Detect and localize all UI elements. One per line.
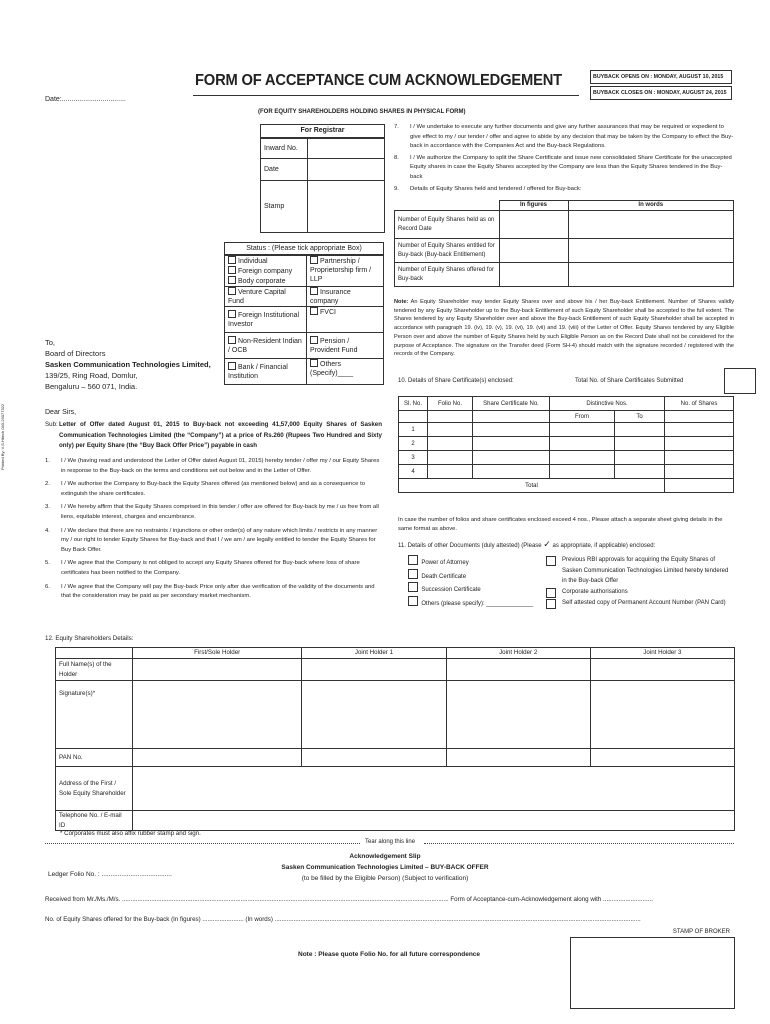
subject-label: Sub: bbox=[45, 421, 58, 428]
shares-row-label: Number of Equity Shares entitled for Buy-back (Buy-back Entitlement) bbox=[395, 239, 500, 263]
broker-stamp-box[interactable] bbox=[570, 937, 735, 1009]
checkbox-icon bbox=[546, 599, 556, 609]
salutation: Dear Sirs, bbox=[45, 409, 77, 416]
cert-total-label: Total No. of Share Certificates Submitted bbox=[575, 378, 684, 384]
status-pension[interactable]: Pension / Provident Fund bbox=[310, 338, 358, 354]
cert-col-certno: Share Certificate No. bbox=[473, 397, 550, 411]
checkbox-icon bbox=[546, 556, 556, 566]
addressee-line1: Board of Directors bbox=[45, 349, 106, 358]
clauses-left bbox=[45, 437, 382, 602]
status-others[interactable]: Others (Specify)____ bbox=[310, 361, 354, 377]
shares-figures-field[interactable] bbox=[499, 239, 568, 263]
clause-item: 2. I / We authorise the Company to Buy-back the Equity Shares offered (as mentioned below) and as a consequence to extinguish the share certificates. bbox=[45, 481, 365, 497]
shares-col-figures: In figures bbox=[499, 201, 568, 211]
cert-row-num: 2 bbox=[399, 437, 428, 451]
addressee-company: Sasken Communication Technologies Limited, bbox=[45, 360, 211, 369]
holder-cell[interactable] bbox=[590, 659, 734, 681]
slip-fill-note: (to be filled by the Eligible Person) (Subject to verification) bbox=[301, 875, 469, 882]
form-subtitle: (FOR EQUITY SHAREHOLDERS HOLDING SHARES IN PHYSICAL FORM) bbox=[258, 109, 466, 115]
holders-row-label: Address of the First / Sole Equity Shareholder bbox=[56, 767, 133, 811]
holders-table bbox=[55, 647, 735, 831]
checkmark-icon: ✓ bbox=[543, 539, 551, 549]
doc-poa[interactable]: Power of Attorney bbox=[408, 555, 548, 569]
checkbox-icon bbox=[310, 359, 318, 367]
cert-total-field[interactable] bbox=[665, 479, 734, 493]
cert-label: 10. Details of Share Certificate(s) enclosed: bbox=[398, 378, 514, 384]
shares-figures-field[interactable] bbox=[499, 211, 568, 239]
shares-col-words: In words bbox=[568, 201, 734, 211]
buyback-opens-badge: BUYBACK OPENS ON : MONDAY, AUGUST 10, 2015 bbox=[590, 70, 732, 84]
checkbox-icon bbox=[228, 266, 236, 274]
cert-cell[interactable] bbox=[615, 437, 665, 451]
slip-title: Acknowledgement Slip bbox=[349, 853, 421, 860]
clause-item: 3. I / We hereby affirm that the Equity Shares comprised in this tender / offer are offered for Buy-back by me / us free from all liens, equitable interest, charges and encumbrance. bbox=[45, 504, 379, 520]
note-text: An Equity Shareholder may tender Equity Shares over and above his / her Buy-back Entitlement. Number of Shares validly tendered by any Equity Shareholder up to the Buy-back Entitlement of such Equity Shareholder shall be accepted to the full extent. The Shares tendered by any Equity Shareholder over and above the Buy-back Entitlement of such Equity Shareholder shall be accepted in accordance with paragraph 19. (iv), 19. (v), 19. (vi), 19. (vii) and 19. (viii) of the Letter of Offer. Equity Shares tendered by any Eligible Person over and above the number of Equity Shares held by such Eligible Person as on the Record Date shall not be considered for the purpose of Acceptance. The signature on the Transfer deed (Form SH-4) should match with the signature recorded / registered with the records of the Company. bbox=[394, 299, 734, 358]
holders-label: 12. Equity Shareholders Details: bbox=[45, 635, 134, 642]
cert-col-to: To bbox=[615, 411, 665, 423]
clause-item: 9. Details of Equity Shares held and tendered / offered for Buy-back: bbox=[394, 185, 582, 192]
clause-item: 7. I / We undertake to execute any further documents and give any further assurances that may be required or expedient to give effect to my / our tender / offer and agree to abide by any decision that may be taken by the Company to effect the Buy-back in accordance with the Companies Act and the Buy-back Regulations. bbox=[394, 124, 734, 150]
cert-note: In case the number of folios and share certificates enclosed exceed 4 nos., Please attach a separate sheet giving details in the same format as above. bbox=[398, 517, 723, 532]
cert-cell[interactable] bbox=[428, 451, 473, 465]
status-box bbox=[224, 242, 384, 385]
doc-others[interactable]: Others (please specify): ______________ bbox=[408, 596, 548, 610]
cert-total-field[interactable] bbox=[724, 368, 756, 394]
cert-cell[interactable] bbox=[550, 465, 615, 479]
date-field[interactable]: Date:................................. bbox=[45, 96, 126, 103]
holder-cell[interactable] bbox=[302, 749, 446, 767]
slip-note: Note : Please quote Folio No. for all future correspondence bbox=[298, 951, 481, 958]
docs-left bbox=[408, 555, 548, 609]
shares-table bbox=[394, 200, 734, 287]
form-title: FORM OF ACCEPTANCE CUM ACKNOWLEDGEMENT bbox=[195, 72, 562, 89]
checkbox-icon bbox=[408, 596, 418, 606]
cert-col-folio: Folio No. bbox=[428, 397, 473, 411]
checkbox-icon bbox=[228, 256, 236, 264]
status-partnership[interactable]: Partnership / Proprietorship firm / LLP bbox=[310, 258, 372, 283]
checkbox-icon bbox=[546, 588, 556, 598]
slip-company: Sasken Communication Technologies Limited – BUY-BACK OFFER bbox=[281, 864, 489, 871]
tear-line bbox=[45, 843, 360, 844]
checkbox-icon bbox=[310, 287, 318, 295]
docs-label: 11. Details of other Documents (duly attested) (Please ✓ as appropriate, if applicable) enclosed: bbox=[398, 539, 656, 549]
checkbox-icon bbox=[408, 569, 418, 579]
doc-rbi-approvals[interactable]: Previous RBI approvals for acquiring the Equity Shares of Sasken Communication Technologies Limited hereby tendered in the Buy-back Offer bbox=[546, 555, 734, 587]
checkbox-icon bbox=[228, 362, 236, 370]
holders-col-joint3: Joint Holder 3 bbox=[590, 648, 734, 659]
status-body-corporate[interactable]: Body corporate bbox=[228, 276, 303, 286]
corporate-note: * Corporates must also affix rubber stamp and sign. bbox=[60, 830, 201, 837]
cert-col-shares: No. of Shares bbox=[665, 397, 734, 411]
clause-item: 4. I / We declare that there are no restraints / injunctions or other order(s) of any nature which limits / restricts in any manner my / our right to tender Equity Shares for Buy-back and that I / we am / are legally entitled to tender the Equity Shares for Buy Back Offer. bbox=[45, 527, 378, 553]
holder-cell[interactable] bbox=[133, 659, 302, 681]
cert-cell[interactable] bbox=[665, 451, 734, 465]
broker-stamp-label: STAMP OF BROKER bbox=[672, 929, 730, 935]
inward-no-field[interactable] bbox=[308, 139, 385, 159]
cert-col-sl: Sl. No. bbox=[399, 397, 428, 411]
subject-text: Letter of Offer dated August 01, 2015 to Buy-back not exceeding 41,57,000 Equity Shares of Sasken Communication Technologies Limited (the “Company”) at a price of Rs.260 (Rupees Two Hundred and Sixty only) per Equity Share (the “Buy Back Offer Price”) payable in cash bbox=[59, 421, 382, 449]
holder-cell[interactable] bbox=[133, 749, 302, 767]
docs-right bbox=[546, 555, 734, 609]
checkbox-icon bbox=[228, 287, 236, 295]
cert-cell[interactable] bbox=[615, 465, 665, 479]
stamp-field[interactable] bbox=[308, 181, 385, 233]
cert-cell[interactable] bbox=[615, 423, 665, 437]
checkbox-icon bbox=[310, 256, 318, 264]
checkbox-icon bbox=[408, 555, 418, 565]
doc-succession-certificate[interactable]: Succession Certificate bbox=[408, 582, 548, 596]
doc-death-certificate[interactable]: Death Certificate bbox=[408, 569, 548, 583]
cert-cell[interactable] bbox=[550, 423, 615, 437]
cert-cell[interactable] bbox=[665, 423, 734, 437]
tear-line bbox=[424, 843, 734, 844]
clause-item: 6. I / We agree that the Company will pay the Buy-back Price only after due verification of the validity of the documents and that the consideration may be paid as per secondary market mechanism. bbox=[45, 583, 375, 600]
shares-words-field[interactable] bbox=[568, 263, 734, 287]
addressee-to: To, bbox=[45, 338, 56, 347]
cert-cell[interactable] bbox=[665, 465, 734, 479]
holder-cell[interactable] bbox=[302, 659, 446, 681]
clause-item: 5. I / We agree that the Company is not obliged to accept any Equity Shares offered for Buy-back where loss of share certificates has been notified to the Company. bbox=[45, 560, 360, 576]
addressee-line4: Bengaluru – 560 071, India. bbox=[45, 382, 138, 391]
holder-cell[interactable] bbox=[446, 681, 590, 749]
shares-row-label: Number of Equity Shares held as on Record Date bbox=[395, 211, 500, 239]
status-individual[interactable]: Individual bbox=[228, 256, 303, 266]
status-foreign-company[interactable]: Foreign company bbox=[228, 266, 303, 276]
status-fvci[interactable]: FVCI bbox=[310, 307, 380, 317]
holder-cell[interactable] bbox=[133, 681, 302, 749]
addressee-line3: 139/25, Ring Road, Domlur, bbox=[45, 371, 138, 380]
buyback-closes-badge: BUYBACK CLOSES ON : MONDAY, AUGUST 24, 2015 bbox=[590, 86, 732, 100]
holder-cell[interactable] bbox=[446, 749, 590, 767]
cert-cell[interactable] bbox=[473, 423, 550, 437]
holder-cell[interactable] bbox=[446, 659, 590, 681]
doc-corporate-auth[interactable]: Corporate authorisations bbox=[546, 587, 734, 598]
title-underline bbox=[193, 95, 579, 96]
cert-cell[interactable] bbox=[550, 451, 615, 465]
shares-words-field[interactable] bbox=[568, 239, 734, 263]
registrar-date-field[interactable] bbox=[308, 159, 385, 181]
cert-col-from: From bbox=[550, 411, 615, 423]
status-venture-capital[interactable]: Venture Capital Fund bbox=[228, 289, 286, 305]
checkbox-icon bbox=[310, 336, 318, 344]
note-label: Note: bbox=[394, 299, 409, 305]
status-insurance[interactable]: Insurance company bbox=[310, 289, 351, 305]
cert-cell[interactable] bbox=[473, 437, 550, 451]
checkbox-icon bbox=[228, 276, 236, 284]
holders-row-label: PAN No. bbox=[56, 749, 133, 767]
shares-offered-field[interactable]: No. of Equity Shares offered for the Buy-back (In figures) ........................ (In words) ..................................................................................................................................................................................................................... bbox=[45, 916, 641, 923]
holder-address-cell[interactable] bbox=[133, 767, 735, 811]
registrar-date-label: Date bbox=[261, 159, 308, 181]
holder-contact-cell[interactable] bbox=[133, 811, 735, 831]
cert-row-num: 4 bbox=[399, 465, 428, 479]
doc-pan-copy[interactable]: Self attested copy of Permanent Account Number (PAN Card) bbox=[546, 598, 734, 609]
status-nri[interactable]: Non-Resident Indian / OCB bbox=[228, 338, 302, 354]
cert-cell[interactable] bbox=[473, 451, 550, 465]
cert-total: Total bbox=[399, 479, 665, 493]
addressee-block bbox=[45, 337, 211, 392]
status-fii[interactable]: Foreign Institutional Investor bbox=[228, 312, 300, 328]
checkbox-icon bbox=[228, 310, 236, 318]
cert-row-num: 3 bbox=[399, 451, 428, 465]
printer-mark: Printed By: V.S.Hitech 040-23077322 bbox=[0, 403, 5, 470]
cert-cell[interactable] bbox=[615, 451, 665, 465]
cert-cell[interactable] bbox=[550, 437, 615, 451]
registrar-heading: For Registrar bbox=[260, 124, 385, 138]
holders-col-first: First/Sole Holder bbox=[133, 648, 302, 659]
holder-cell[interactable] bbox=[302, 681, 446, 749]
cert-cell[interactable] bbox=[428, 465, 473, 479]
shares-note bbox=[394, 298, 734, 359]
cert-cell[interactable] bbox=[665, 437, 734, 451]
registrar-box bbox=[260, 124, 385, 233]
checkbox-icon bbox=[408, 582, 418, 592]
ledger-folio-field[interactable]: Ledger Folio No. : ....................................... bbox=[48, 871, 172, 878]
checkbox-icon bbox=[310, 307, 318, 315]
holders-row-label: Telephone No. / E-mail ID bbox=[56, 811, 133, 831]
holder-cell[interactable] bbox=[590, 749, 734, 767]
received-from-field[interactable]: Received from Mr./Ms./M/s. .............................................................................................................................................................................................. Form of Acceptance-cum-Acknowledgement along with ............................. bbox=[45, 896, 653, 903]
shares-figures-field[interactable] bbox=[499, 263, 568, 287]
holders-col-joint1: Joint Holder 1 bbox=[302, 648, 446, 659]
cert-col-distinctive: Distinctive Nos. bbox=[550, 397, 665, 411]
stamp-label: Stamp bbox=[261, 181, 308, 233]
clauses-right bbox=[394, 123, 734, 194]
cert-cell[interactable] bbox=[428, 423, 473, 437]
tear-label: Tear along this line bbox=[365, 839, 416, 845]
holders-row-label: Full Name(s) of the Holder bbox=[56, 659, 133, 681]
status-heading: Status : (Please tick appropriate Box) bbox=[224, 242, 384, 255]
shares-words-field[interactable] bbox=[568, 211, 734, 239]
status-bank[interactable]: Bank / Financial Institution bbox=[228, 364, 288, 380]
certificates-table bbox=[398, 396, 734, 493]
cert-cell[interactable] bbox=[473, 465, 550, 479]
cert-row-num: 1 bbox=[399, 423, 428, 437]
clause-item: 8. I / We authorize the Company to split the Share Certificate and issue new consolidated Share Certificate for the unaccepted Equity shares in case the Equity Shares accepted by the Company are less than the Equity Shares tendered in the Buy-back bbox=[394, 154, 732, 180]
cert-cell[interactable] bbox=[428, 437, 473, 451]
inward-no-label: Inward No. bbox=[261, 139, 308, 159]
clause-item: 1. I / We (having read and understood the Letter of Offer dated August 01, 2015) hereby tender / offer my / our Equity Shares in response to the Buy-back on the terms and conditions set out below and in the Letter of Offer. bbox=[45, 458, 380, 474]
holder-cell[interactable] bbox=[590, 681, 734, 749]
checkbox-icon bbox=[228, 336, 236, 344]
holders-col-joint2: Joint Holder 2 bbox=[446, 648, 590, 659]
holders-row-label: Signature(s)* bbox=[56, 681, 133, 749]
shares-row-label: Number of Equity Shares offered for Buy-back bbox=[395, 263, 500, 287]
